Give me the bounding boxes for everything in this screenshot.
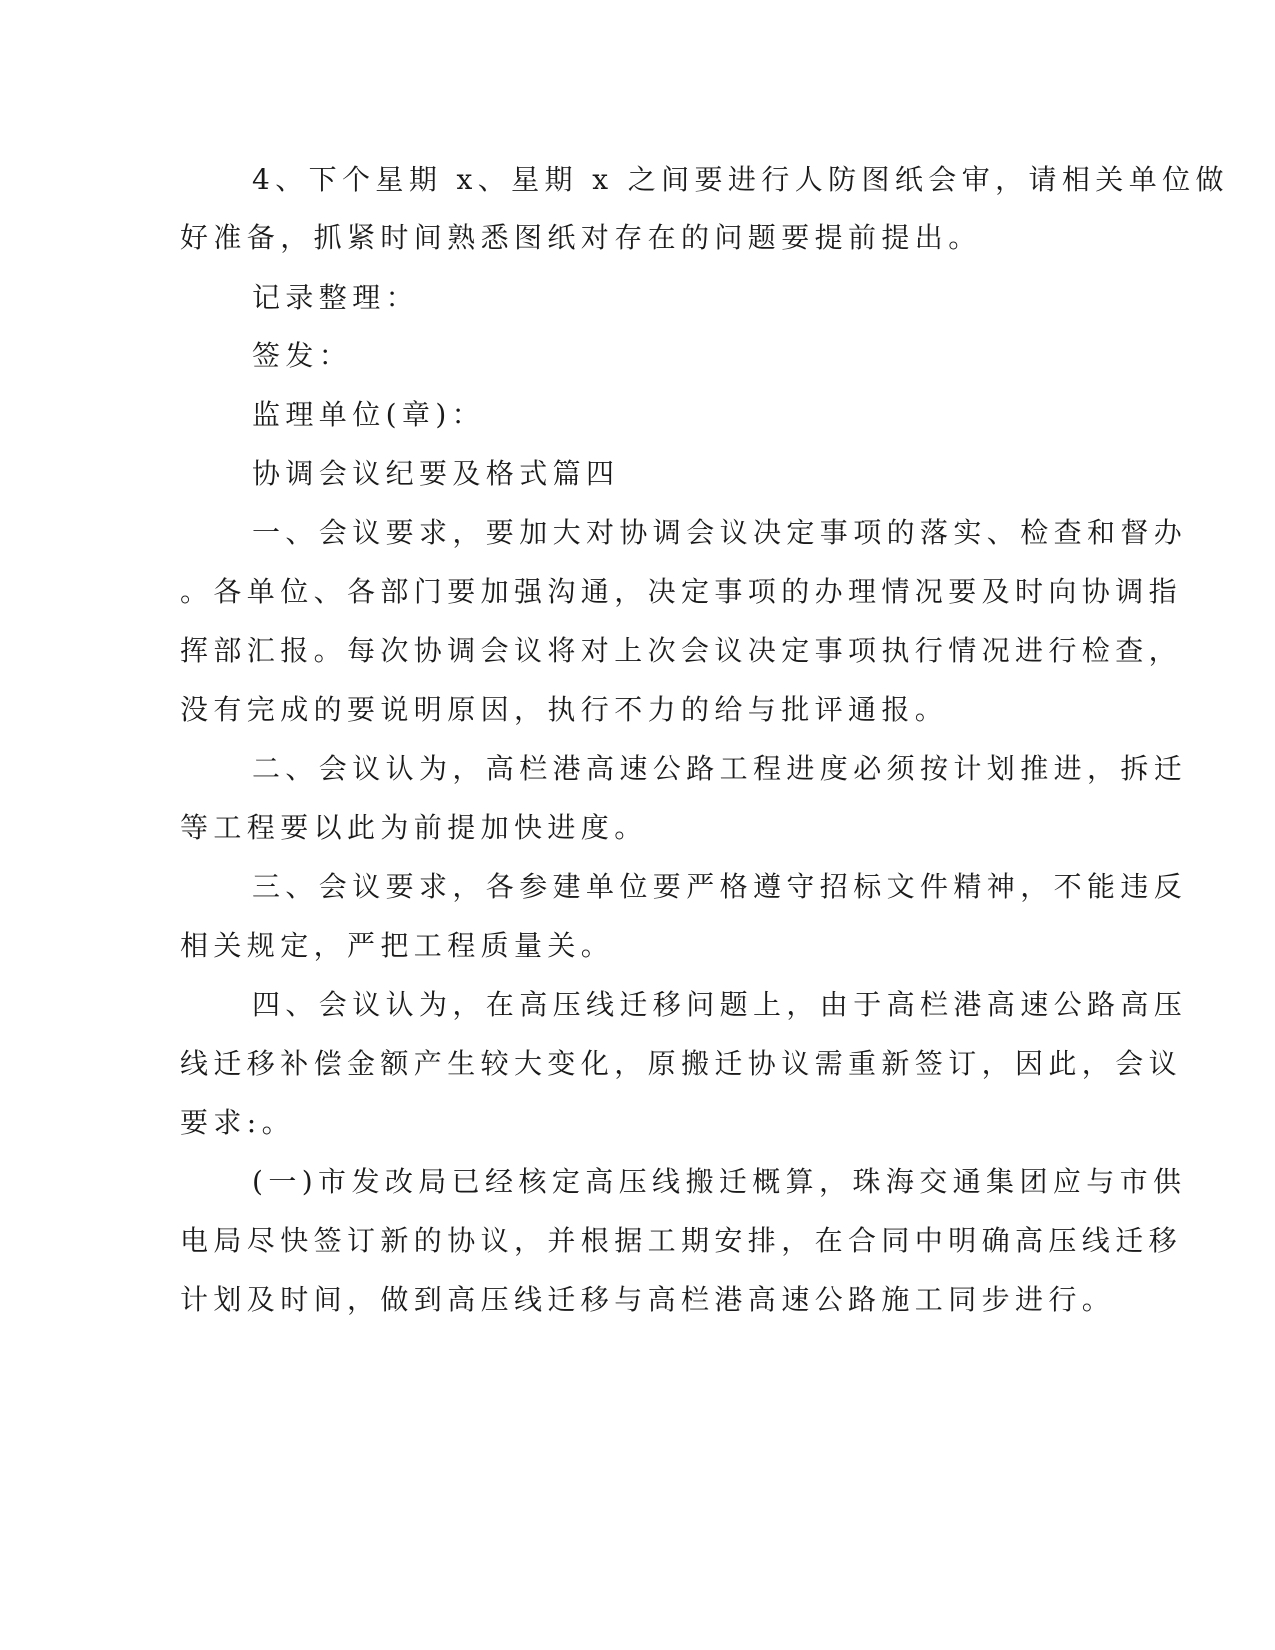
item-4-line-2: 线迁移补偿金额产生较大变化，原搬迁协议需重新签订，因此，会议 (180, 1047, 1183, 1080)
issuer-label: 签发： (252, 339, 353, 372)
paragraph-4-line-2: 好准备，抓紧时间熟悉图纸对存在的问题要提前提出。 (180, 221, 982, 254)
item-3-line-2: 相关规定，严把工程质量关。 (180, 929, 615, 962)
record-organizer-label: 记录整理： (252, 281, 420, 314)
subitem-1-line-1: (一)市发改局已经核定高压线搬迁概算，珠海交通集团应与市供 (252, 1165, 1187, 1198)
item-1-line-4: 没有完成的要说明原因，执行不力的给与批评通报。 (180, 693, 949, 726)
subitem-1-line-3: 计划及时间，做到高压线迁移与高栏港高速公路施工同步进行。 (180, 1283, 1116, 1316)
section-heading: 协调会议纪要及格式篇四 (252, 457, 620, 490)
subitem-1-line-2: 电局尽快签订新的协议，并根据工期安排，在合同中明确高压线迁移 (180, 1224, 1183, 1257)
item-4-line-3: 要求:。 (180, 1106, 296, 1139)
item-1-line-1: 一、会议要求，要加大对协调会议决定事项的落实、检查和督办 (252, 516, 1188, 549)
item-3-line-1: 三、会议要求，各参建单位要严格遵守招标文件精神，不能违反 (252, 870, 1188, 903)
item-1-line-2: 。各单位、各部门要加强沟通，决定事项的办理情况要及时向协调指 (180, 575, 1183, 608)
paragraph-4-line-1: 4、下个星期 x、星期 x 之间要进行人防图纸会审，请相关单位做 (252, 163, 1229, 196)
item-1-line-3: 挥部汇报。每次协调会议将对上次会议决定事项执行情况进行检查， (180, 634, 1183, 667)
item-4-line-1: 四、会议认为，在高压线迁移问题上，由于高栏港高速公路高压 (252, 988, 1188, 1021)
supervisor-seal-label: 监理单位(章)： (252, 398, 486, 431)
item-2-line-1: 二、会议认为，高栏港高速公路工程进度必须按计划推进，拆迁 (252, 752, 1188, 785)
item-2-line-2: 等工程要以此为前提加快进度。 (180, 811, 648, 844)
